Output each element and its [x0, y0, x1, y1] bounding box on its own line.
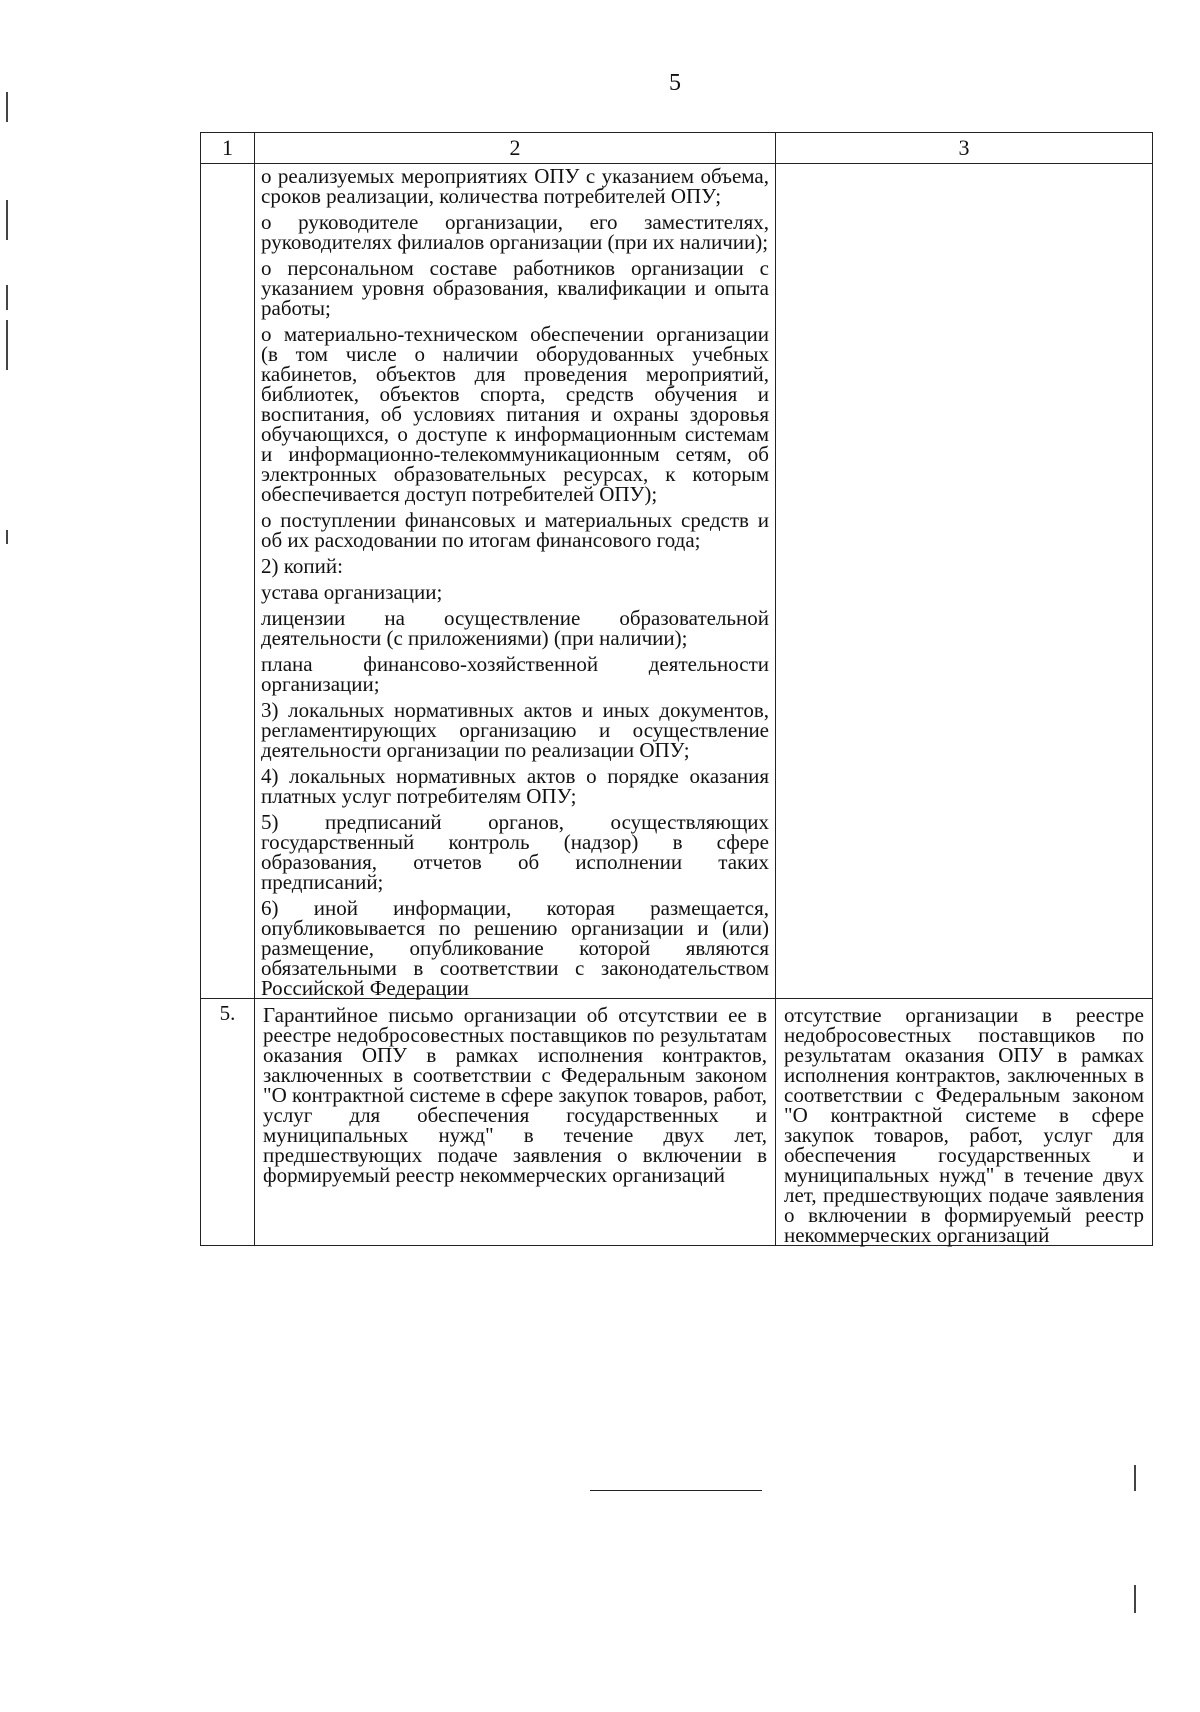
- list-item: о персональном составе работников организации с указанием уровня образования, квалификации и опыта работы;: [261, 256, 769, 320]
- scan-artifact: [6, 530, 8, 544]
- list-item: о реализуемых мероприятиях ОПУ с указанием объема, сроков реализации, количества потребителей ОПУ;: [261, 164, 769, 208]
- end-of-document-rule: [590, 1490, 762, 1491]
- scan-artifact: [6, 92, 8, 122]
- list-item: о материально-техническом обеспечении организации (в том числе о наличии оборудованных учебных кабинетов, объектов для проведения мероприятий, библиотек, объектов спорта, средств обучения и воспитания, об условиях питания и охраны здоровья обучающихся, о доступе к информационным системам и информационно-телекоммуникационным сетям, об электронных образовательных ресурсах, к которым обеспечивается доступ потребителей ОПУ);: [261, 322, 769, 506]
- header-cell-1: 1: [201, 133, 255, 164]
- scan-artifact: [6, 200, 8, 240]
- document-list-cell: [255, 164, 776, 999]
- list-item: 6) иной информации, которая размещается, опубликовывается по решению организации и (или) размещение, опубликование которой являются обязательными в соответствии с законодательством Российской Федерации: [261, 896, 769, 1000]
- requirement-cell: [776, 999, 1153, 1246]
- document-cell: [255, 999, 776, 1246]
- scan-artifact: [6, 320, 8, 370]
- table-row-continuation: [201, 164, 1153, 999]
- list-item: о поступлении финансовых и материальных средств и об их расходовании по итогам финансового года;: [261, 508, 769, 552]
- list-item: о руководителе организации, его заместителях, руководителях филиалов организации (при их наличии);: [261, 210, 769, 254]
- list-item: плана финансово-хозяйственной деятельности организации;: [261, 652, 769, 696]
- number-cell-empty: [201, 164, 255, 999]
- list-item: устава организации;: [261, 580, 443, 604]
- requirement-text: отсутствие организации в реестре недобросовестных поставщиков по результатам оказания ОПУ в рамках исполнения контрактов, заключенных в соответствии с Федеральным законом "О контрактной системе в сфере закупок товаров, работ, услуг для обеспечения государственных и муниципальных нужд" в течение двух лет, предшествующих подаче заявления о включении в формируемый реестр некоммерческих организаций: [784, 1003, 1144, 1247]
- list-item: лицензии на осуществление образовательной деятельности (с приложениями) (при наличии);: [261, 606, 769, 650]
- list-item: 5) предписаний органов, осуществляющих государственный контроль (надзор) в сфере образования, отчетов об исполнении таких предписаний;: [261, 810, 769, 894]
- scan-artifact: [6, 285, 8, 310]
- table-row-5: [201, 999, 1153, 1246]
- table-header-row: [201, 133, 1153, 164]
- scan-artifact: [1134, 1585, 1136, 1613]
- header-cell-2: 2: [255, 133, 776, 164]
- page-number: 5: [669, 70, 681, 96]
- row-number: 5.: [201, 999, 255, 1246]
- requirements-table: [200, 132, 1153, 1246]
- header-cell-3: 3: [776, 133, 1153, 164]
- scan-artifact: [1134, 1465, 1136, 1491]
- document-text: Гарантийное письмо организации об отсутствии ее в реестре недобросовестных поставщиков по результатам оказания ОПУ в рамках исполнения контрактов, заключенных в соответствии с Федеральным законом "О контрактной системе в сфере закупок товаров, работ, услуг для обеспечения государственных и муниципальных нужд" в течение двух лет, предшествующих подаче заявления о включении в формируемый реестр некоммерческих организаций: [263, 1003, 767, 1187]
- list-item: 2) копий:: [261, 554, 343, 578]
- requirement-cell-empty: [776, 164, 1153, 999]
- list-item: 3) локальных нормативных актов и иных документов, регламентирующих организацию и осуществление деятельности организации по реализации ОПУ;: [261, 698, 769, 762]
- list-item: 4) локальных нормативных актов о порядке оказания платных услуг потребителям ОПУ;: [261, 764, 769, 808]
